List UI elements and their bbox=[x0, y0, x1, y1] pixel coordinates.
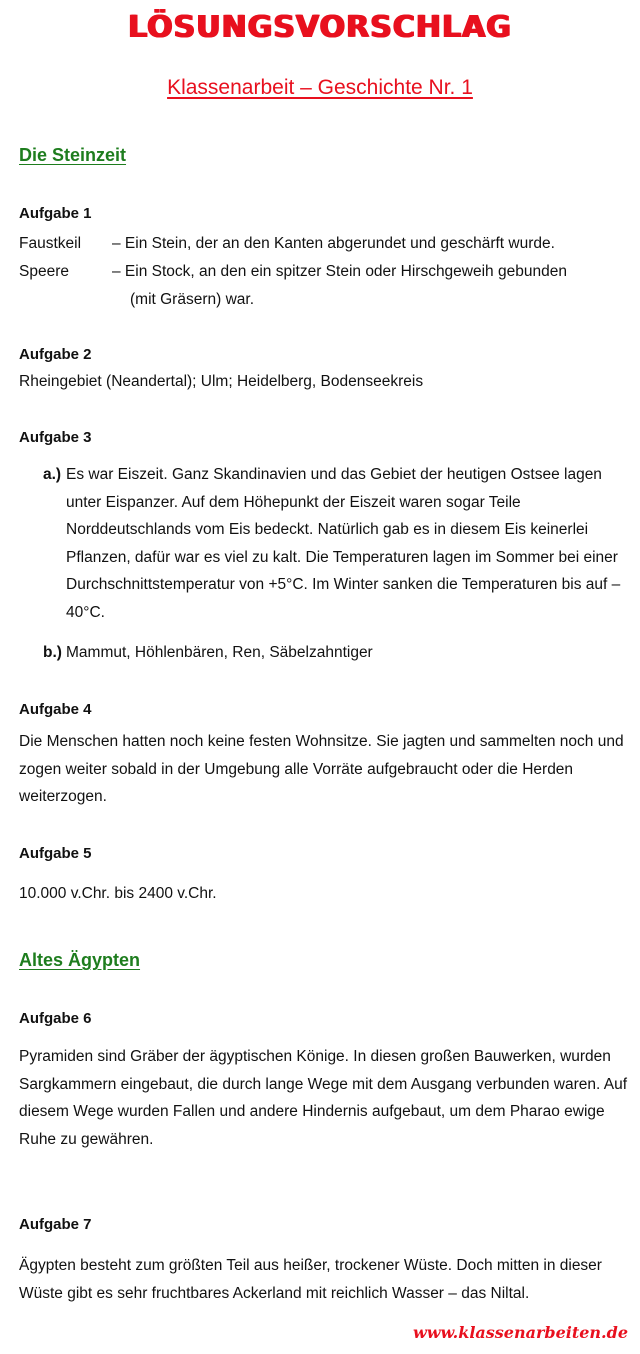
task-3a-answer: Es war Eiszeit. Ganz Skandinavien und das Gebiet der heutigen Ostsee lagen unter Eispanzer. Auf dem Höhepunkt der Eiszeit waren sogar Teile Norddeutschlands vom Eis bedeckt. Natürlich gab es in diesem Eis keinerlei Pflanzen, dafür war es viel zu kalt. Die Temperaturen lagen im Sommer bei einer Durchschnittstemperatur von +5°C. Im Winter sanken die Temperaturen bis auf –40°C. bbox=[66, 466, 621, 621]
task-1-heading: Aufgabe 1 bbox=[19, 205, 92, 222]
task-2-heading: Aufgabe 2 bbox=[19, 346, 92, 363]
section-heading-steinzeit: Die Steinzeit bbox=[19, 145, 127, 165]
task-3a-label: a.) bbox=[43, 466, 62, 483]
term-faustkeil: Faustkeil bbox=[19, 235, 82, 252]
definition-speere-line-1: – Ein Stock, an den ein spitzer Stein oder Hirschgeweih gebunden bbox=[112, 263, 567, 280]
task-6-answer: Pyramiden sind Gräber der ägyptischen Könige. In diesen großen Bauwerken, wurden Sargkammern eingebaut, die durch lange Wege mit dem Ausgang verbunden waren. Auf diesem Wege wurden Fallen und andere Hindernis aufgebaut, um dem Pharao ewige Ruhe zu gewähren. bbox=[19, 1048, 628, 1148]
website-footer-link[interactable]: www.klassenarbeiten.de bbox=[412, 1323, 628, 1342]
task-5-answer: 10.000 v.Chr. bis 2400 v.Chr. bbox=[19, 885, 217, 902]
task-5-heading: Aufgabe 5 bbox=[19, 845, 92, 862]
task-4-answer: Die Menschen hatten noch keine festen Wohnsitze. Sie jagten und sammelten noch und zogen weiter sobald in der Umgebung alle Vorräte aufgebraucht oder die Herden weiterzogen. bbox=[19, 733, 624, 805]
task-7-answer: Ägypten besteht zum größten Teil aus heißer, trockener Wüste. Doch mitten in dieser Wüste gibt es sehr fruchtbares Ackerland mit reichlich Wasser – das Niltal. bbox=[19, 1257, 602, 1302]
page-subtitle: Klassenarbeit – Geschichte Nr. 1 bbox=[167, 76, 473, 99]
task-2-answer: Rheingebiet (Neandertal); Ulm; Heidelberg, Bodenseekreis bbox=[19, 373, 424, 390]
task-6-heading: Aufgabe 6 bbox=[19, 1010, 92, 1027]
page-title: LÖSUNGSVORSCHLAG bbox=[128, 10, 512, 45]
task-3b-answer: Mammut, Höhlenbären, Ren, Säbelzahntiger bbox=[66, 644, 373, 661]
task-4-heading: Aufgabe 4 bbox=[19, 701, 92, 718]
task-3b-label: b.) bbox=[43, 644, 62, 661]
task-3-heading: Aufgabe 3 bbox=[19, 429, 92, 446]
term-speere: Speere bbox=[19, 263, 69, 280]
definition-speere bbox=[112, 258, 592, 313]
task-7-heading: Aufgabe 7 bbox=[19, 1216, 92, 1233]
definition-faustkeil: – Ein Stein, der an den Kanten abgerundet und geschärft wurde. bbox=[112, 235, 555, 252]
definition-speere-line-2: (mit Gräsern) war. bbox=[130, 290, 255, 308]
section-heading-aegypten: Altes Ägypten bbox=[19, 950, 141, 970]
